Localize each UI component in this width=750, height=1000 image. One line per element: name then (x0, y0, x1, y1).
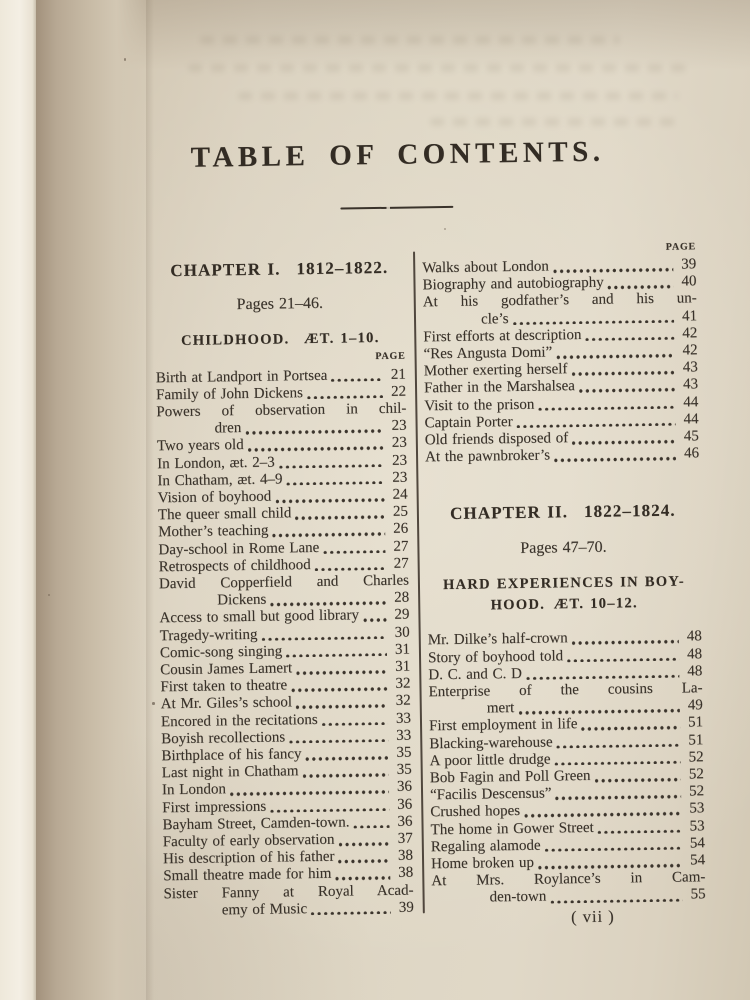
toc-entry-page-number: 44 (683, 411, 699, 428)
toc-entries-chapter-1-continued (422, 256, 699, 466)
toc-entry-page-number: 27 (393, 538, 409, 555)
dot-leader (582, 726, 681, 731)
toc-entry-page-number: 32 (395, 692, 411, 710)
toc-entry-title: mert (486, 700, 515, 717)
toc-entry-page-number: 40 (681, 273, 697, 290)
toc-entry-title: Family of John Dickens (156, 384, 303, 404)
toc-entry-page-number: 46 (683, 445, 700, 462)
toc-entry-title: Sister Fanny at Royal Acad- (163, 882, 414, 902)
toc-column-right (422, 241, 706, 908)
dot-leader (572, 640, 679, 645)
dot-leader (556, 354, 674, 359)
toc-entry-page-number: 23 (391, 434, 407, 452)
toc-entry-page-number: 52 (688, 783, 705, 800)
toc-entry-title: Dickens (217, 591, 267, 609)
toc-entry-title: cle’s (480, 310, 509, 328)
toc-entry-page-number: 24 (392, 486, 408, 503)
toc-entry-title: First employment in life (428, 716, 578, 735)
dot-leader (279, 463, 384, 468)
toc-entry-page-number: 42 (682, 325, 698, 342)
toc-entry-title: First efforts at description (423, 326, 582, 346)
toc-entry-title: Small theatre made for him (163, 866, 332, 885)
toc-entry-title: Father in the Marshalsea (423, 378, 576, 397)
toc-entry-title: emy of Music (221, 900, 308, 919)
dot-leader (275, 498, 384, 503)
toc-entry-page-number: 21 (390, 366, 406, 383)
dot-leader (323, 549, 385, 554)
toc-entry-page-number: 35 (396, 761, 412, 778)
toc-entry-page-number: 22 (390, 383, 407, 400)
dot-leader (289, 739, 388, 744)
dot-leader (545, 846, 682, 852)
dot-leader (524, 812, 681, 818)
dot-leader (230, 790, 389, 796)
dot-leader (248, 446, 384, 452)
toc-entry-page-number: 23 (392, 469, 408, 486)
toc-entry-page-number: 28 (394, 589, 410, 606)
toc-entry-title: In London (161, 781, 227, 799)
toc-entry-page-number: 53 (689, 800, 705, 817)
toc-entry-page-number: 41 (681, 307, 698, 325)
toc-entry-page-number: 29 (394, 606, 410, 624)
toc-entry-page-number: 26 (393, 520, 409, 538)
title-divider-rule (340, 206, 453, 210)
toc-entry-title: Home broken up (430, 854, 535, 873)
dot-leader (295, 515, 385, 520)
toc-entry-title: Walks about London (422, 258, 549, 277)
toc-entry-title: His description of his father (162, 848, 335, 868)
toc-entry-page-number: 36 (397, 796, 413, 813)
toc-entry-page-number: 48 (687, 663, 703, 680)
dot-leader (571, 371, 674, 376)
toc-entry-title: The queer small child (157, 505, 292, 524)
dot-leader (363, 618, 387, 622)
dot-leader (553, 268, 673, 273)
toc-entry-page-number: 23 (391, 452, 408, 469)
toc-entry-title: At Mr. Giles’s school (160, 694, 293, 713)
toc-entry-title: At his godfather’s and his un- (422, 290, 697, 311)
dot-leader (302, 773, 388, 778)
toc-entry-page-number: 52 (688, 766, 704, 783)
toc-entry-title: Crushed hopes (430, 803, 521, 821)
toc-entry-title: Story of boyhood told (427, 647, 564, 666)
dot-leader (554, 457, 676, 462)
toc-entry-page-number: 43 (682, 376, 699, 393)
toc-entry-title: dren (214, 420, 242, 437)
toc-entry-page-number: 23 (391, 417, 407, 434)
chapter-2-subject-line-2: HOOD. ÆT. 10–12. (490, 595, 638, 614)
dot-leader (306, 756, 389, 761)
dot-leader (322, 721, 388, 726)
dot-leader (287, 481, 385, 486)
toc-entry-page-number: 37 (397, 830, 413, 847)
toc-entry-line (432, 887, 706, 908)
toc-entry-title: In London, æt. 2–3 (157, 454, 275, 472)
toc-entry-title: First impressions (162, 798, 267, 816)
toc-entry-title: Comic-song singing (159, 643, 283, 662)
dot-leader (579, 388, 675, 393)
toc-entry-title: Faculty of early observation (162, 831, 335, 851)
dot-leader (513, 319, 675, 325)
toc-entry-title: Tragedy-writing (159, 626, 258, 644)
dot-leader (245, 429, 383, 435)
toc-entry-page-number: 43 (682, 359, 698, 376)
toc-entry-title: Boyish recollections (161, 729, 286, 748)
page-title: TABLE OF CONTENTS. (190, 135, 605, 174)
dot-leader (585, 336, 674, 341)
toc-entry-page-number: 49 (687, 697, 703, 714)
dot-leader (526, 674, 679, 680)
dot-leader (517, 422, 676, 428)
toc-entry-page-number: 33 (396, 727, 412, 744)
dot-leader (538, 405, 675, 411)
toc-entry-page-number: 31 (395, 658, 411, 675)
dot-leader (608, 285, 674, 290)
toc-entry-title: Access to small but good library (159, 607, 360, 627)
toc-entry-title: At the pawnbroker’s (424, 447, 551, 466)
dot-leader (538, 864, 682, 870)
folio-page-number: ( vii ) (570, 906, 615, 927)
dot-leader (296, 704, 388, 709)
dot-leader (270, 601, 386, 606)
dot-leader (518, 709, 680, 715)
dot-leader (598, 829, 682, 834)
toc-entry-page-number: 31 (394, 641, 411, 658)
chapter-2-page-range: Pages 47–70. (520, 539, 607, 558)
toc-entry-title: Bayham Street, Camden-town. (162, 814, 350, 834)
toc-entry-title: “Facilis Descensus” (429, 785, 552, 804)
toc-entry-page-number: 51 (687, 714, 704, 731)
dot-leader (311, 911, 391, 916)
dot-leader (296, 670, 387, 675)
toc-entry-page-number: 39 (398, 899, 414, 916)
toc-entry-page-number: 32 (395, 675, 411, 692)
dot-leader (556, 795, 682, 800)
toc-entry-page-number: 53 (689, 817, 705, 835)
toc-entry-page-number: 33 (395, 710, 412, 727)
toc-entry-title: At Mrs. Roylance’s in Cam- (431, 869, 706, 890)
dot-leader (555, 760, 681, 765)
toc-entry-page-number: 45 (683, 428, 699, 445)
toc-entry-page-number: 48 (686, 628, 702, 645)
toc-entry-title: Regaling alamode (430, 837, 541, 856)
toc-entry-title: Vision of boyhood (157, 488, 272, 507)
dot-leader (557, 743, 681, 748)
toc-entry-page-number: 36 (397, 813, 413, 830)
toc-entry-title: In Chatham, æt. 4–9 (157, 471, 283, 490)
dot-leader (315, 567, 386, 572)
toc-entry-title: D. C. and C. D (428, 665, 523, 684)
toc-entry-page-number: 52 (688, 749, 704, 766)
toc-entry-title: The home in Gower Street (430, 819, 594, 838)
toc-entry-page-number: 38 (397, 847, 414, 864)
toc-entry-title: Visit to the prison (424, 396, 535, 414)
dot-leader (272, 532, 385, 537)
toc-entry-title: Mother exerting herself (423, 361, 568, 380)
toc-entry-page-number: 44 (683, 393, 699, 411)
chapter-2-heading: CHAPTER II. 1822–1824. (449, 501, 676, 524)
toc-entry-page-number: 42 (682, 342, 698, 359)
toc-entry-title: Birthplace of his fancy (161, 746, 302, 765)
toc-entry-page-number: 55 (690, 886, 706, 903)
toc-entry-page-number: 39 (681, 256, 697, 273)
chapter-1-heading: CHAPTER I. 1812–1822. (170, 257, 389, 281)
toc-entry-page-number: 51 (688, 731, 704, 749)
toc-entry-title: Day-school in Rome Lane (158, 539, 320, 558)
chapter-2-subject-line-1: HARD EXPERIENCES IN BOY- (442, 573, 686, 594)
dot-leader (270, 807, 389, 812)
toc-entry-title: Captain Porter (424, 413, 513, 432)
dot-leader (550, 898, 682, 904)
toc-entry-title: Birth at Landport in Portsea (155, 367, 328, 386)
toc-entry-page-number: 25 (392, 503, 408, 520)
toc-entry-title: A poor little drudge (429, 751, 551, 770)
toc-entry-title: Encored in the recitations (160, 711, 318, 730)
dot-leader (567, 657, 679, 662)
toc-entry-page-number: 54 (689, 835, 705, 852)
toc-column-left (154, 257, 414, 921)
dot-leader (353, 825, 389, 829)
toc-entry-page-number: 35 (396, 744, 412, 761)
dot-leader (307, 395, 383, 400)
toc-entry-title: Last night in Chatham (161, 763, 299, 782)
dot-leader (331, 377, 383, 381)
toc-entries-chapter-1 (156, 366, 414, 920)
toc-entry-title: den-town (489, 889, 547, 906)
toc-entries-chapter-2 (428, 629, 706, 908)
toc-entry-title: Retrospects of childhood (158, 556, 311, 576)
dot-leader (572, 440, 676, 445)
toc-entry-title: Blacking-warehouse (429, 734, 553, 752)
toc-entry-title: Mr. Dilke’s half-crown (427, 630, 568, 649)
toc-entry-title: Old friends disposed of (424, 430, 569, 449)
toc-entry-title: Bob Fagin and Poll Green (429, 767, 591, 787)
dot-leader (335, 876, 390, 880)
dot-leader (262, 635, 387, 640)
toc-entry-line (425, 445, 699, 466)
toc-entry-title: Biography and autobiography (422, 274, 604, 294)
toc-entry-page-number: 36 (396, 778, 413, 796)
page-column-label-left: PAGE (375, 350, 406, 362)
toc-entry-page-number: 38 (398, 864, 414, 882)
dot-leader (286, 653, 387, 658)
toc-entry-title: First taken to theatre (160, 677, 288, 696)
toc-entry-title: Enterprise of the cousins La- (428, 680, 703, 701)
dot-leader (339, 859, 391, 863)
chapter-1-subject-heading: CHILDHOOD. ÆT. 1–10. (180, 329, 380, 349)
toc-entry-title: “Res Angusta Domi” (423, 344, 553, 363)
toc-entry-page-number: 27 (393, 555, 409, 572)
chapter-2-subject-heading (427, 572, 702, 617)
page-column-label-right: PAGE (665, 241, 697, 253)
toc-entry-title: David Copperfield and Charles (158, 572, 410, 593)
toc-entry-title: Two years old (156, 437, 244, 455)
toc-entry-title: Cousin James Lamert (160, 660, 293, 679)
dot-leader (291, 687, 387, 692)
dot-leader (595, 778, 681, 783)
toc-entry-page-number: 48 (686, 645, 703, 663)
dot-leader (338, 842, 389, 846)
toc-entry-page-number: 54 (689, 852, 706, 869)
chapter-1-page-range: Pages 21–46. (236, 294, 324, 314)
toc-entry-title: Powers of observation in chil- (156, 400, 407, 421)
toc-entry-title: Mother’s teaching (158, 522, 269, 541)
toc-entry-page-number: 30 (394, 624, 410, 641)
